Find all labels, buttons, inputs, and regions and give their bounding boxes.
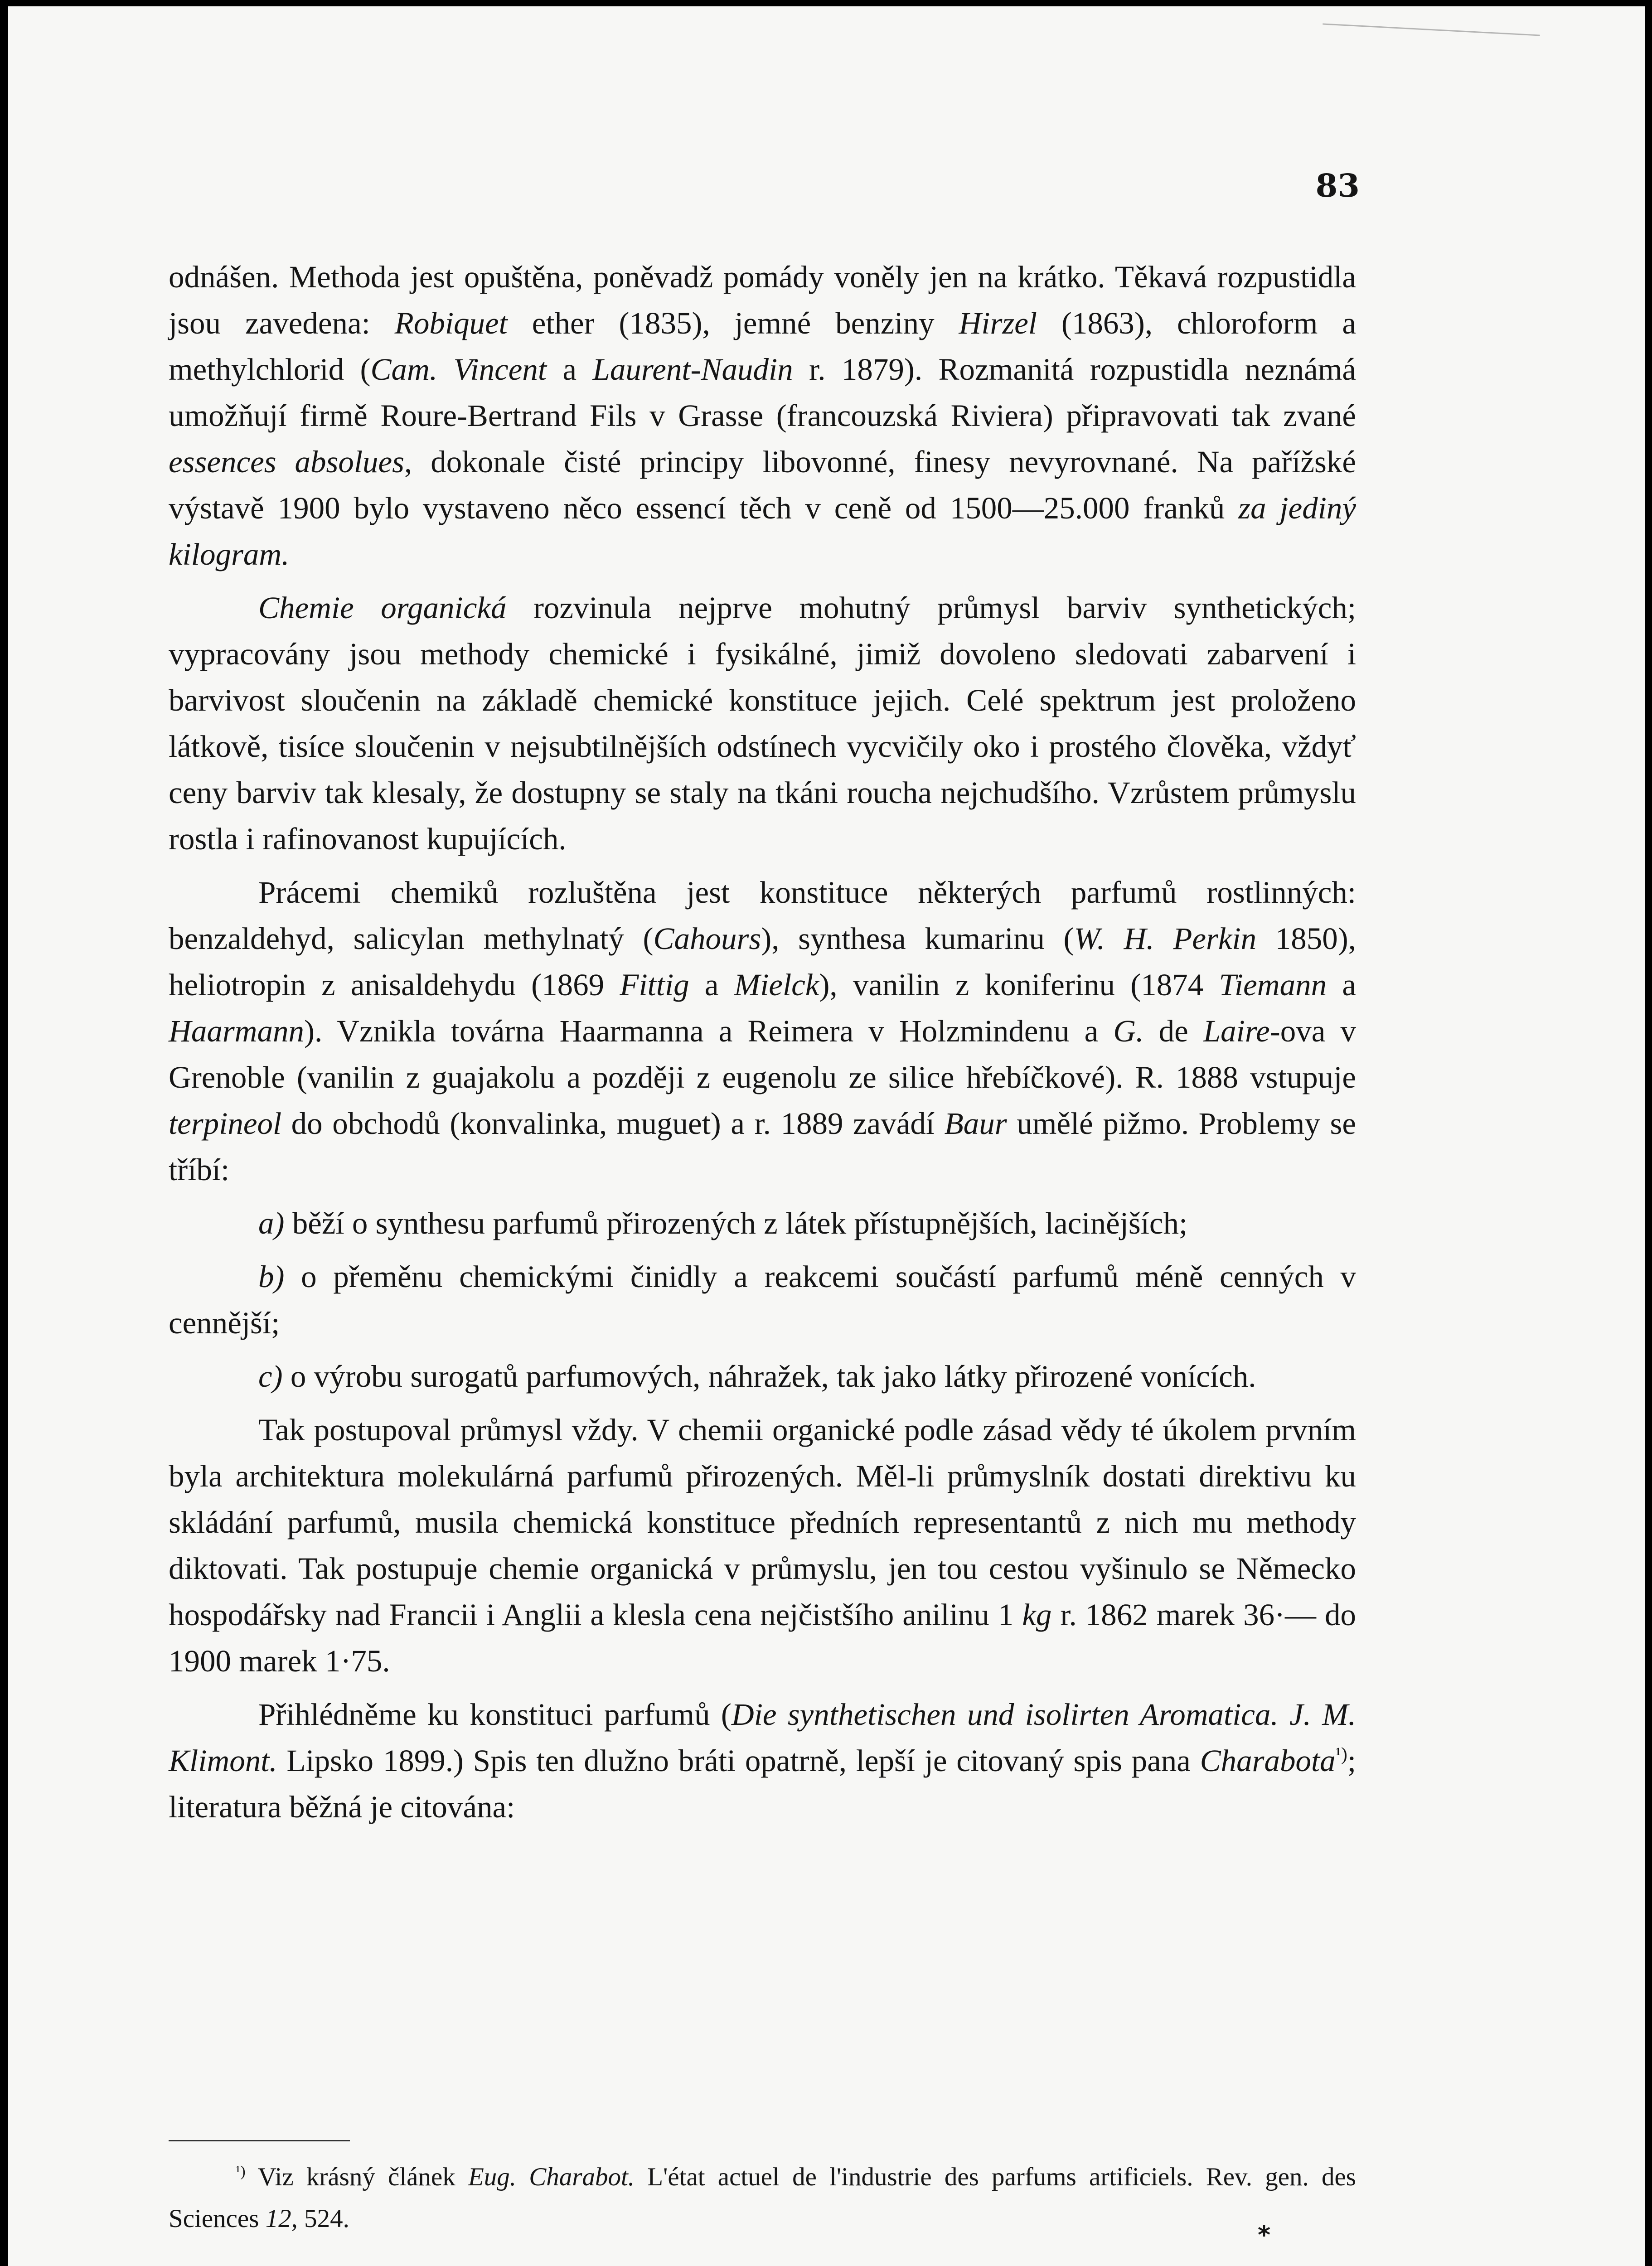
- list-item-c: [169, 1353, 1356, 1399]
- paragraph-2: [169, 585, 1356, 862]
- italic-run: essences absolues: [169, 445, 405, 479]
- footnote-marker: ¹): [1335, 1743, 1347, 1764]
- text-run: a: [547, 352, 593, 387]
- text-run: a: [689, 968, 734, 1002]
- scan-artifact: [1323, 23, 1540, 36]
- paragraph-3: [169, 869, 1356, 1193]
- text-run: r. 1862 marek 36·— do 1900 marek 1·75.: [169, 1598, 1356, 1678]
- text-run: ). Vznikla továrna Haarmanna a Reimera v Holzmindenu a: [304, 1014, 1114, 1048]
- text-run: umělé pižmo. Problemy se tříbí:: [169, 1106, 1356, 1187]
- list-item-b: [169, 1254, 1356, 1346]
- text-run: L'état actuel de l'industrie des parfums artificiels. Rev. gen. des Sciences: [169, 2163, 1356, 2233]
- text-run: Viz krásný článek: [245, 2163, 468, 2191]
- italic-run: za jediný kilogram.: [169, 491, 1356, 571]
- footnote-marker: ¹): [236, 2163, 246, 2180]
- text-run: , 524.: [291, 2204, 349, 2233]
- text-run: , dokonale čisté principy libovonné, finesy nevyrovnané. Na pařížské výstavě 1900 bylo vystaveno něco essencí těch v ceně od 1500—25.000 franků: [169, 445, 1356, 525]
- text-run: a: [1327, 968, 1356, 1002]
- italic-run: Fittig: [620, 968, 689, 1002]
- text-run: Přihlédněme ku konstituci parfumů (: [258, 1697, 732, 1732]
- italic-run: b): [258, 1259, 285, 1294]
- text-run: o výrobu surogatů parfumových, náhražek, tak jako látky přirozené vonících.: [282, 1359, 1256, 1394]
- paragraph-1: [169, 254, 1356, 577]
- footnote: [169, 2156, 1356, 2240]
- italic-run: Eug. Charabot.: [468, 2163, 635, 2191]
- text-run: odnášen. Methoda jest opuštěna, poněvadž pomády voněly jen na krátko. Těkavá rozpustidla jsou zavedena:: [169, 260, 1356, 340]
- page-number: 83: [1315, 167, 1360, 204]
- text-run: Lipsko 1899.) Spis ten dlužno bráti opatrně, lepší je citovaný spis pana: [277, 1743, 1200, 1778]
- italic-run: Die synthetischen und isolirten Aromatica. J. M. Klimont.: [169, 1697, 1356, 1778]
- list-item-a: [169, 1200, 1356, 1246]
- italic-run: W. H. Perkin: [1074, 921, 1257, 956]
- italic-run: Baur: [944, 1106, 1007, 1141]
- italic-run: terpineol: [169, 1106, 282, 1141]
- text-run: ; literatura běžná je citována:: [169, 1743, 1356, 1824]
- body-text: [169, 254, 1356, 1837]
- text-run: Tak postupoval průmysl vždy. V chemii organické podle zásad vědy té úkolem prvním byla architektura molekulárná parfumů přirozených. Měl-li průmyslník dostati direktivu ku skládání parfumů, musila chemická konstituce předních representantů z nich mu methody diktovati. Tak postupuje chemie organická v průmyslu, jen tou cestou vyšinulo se Německo hospodářsky nad Francii i Anglii a klesla cena nejčistšího anilinu 1: [169, 1413, 1356, 1632]
- italic-run: Laire: [1203, 1014, 1270, 1048]
- italic-run: Cahours: [653, 921, 761, 956]
- text-run: r. 1879). Rozmanitá rozpustidla neznámá umožňují firmě Roure-Bertrand Fils v Grasse (francouzská Riviera) připravovati tak zvané: [169, 352, 1356, 433]
- italic-run: Robiquet: [394, 306, 508, 340]
- text-run: ether (1835), jemné benziny: [507, 306, 959, 340]
- text-run: rozvinula nejprve mohutný průmysl barviv synthetických; vypracovány jsou methody chemické i fysikálné, jimiž dovoleno sledovati zabarvení i barvivost sloučenin na základě chemické konstituce jejich. Celé spektrum jest proloženo látkově, tisíce sloučenin v nejsubtilnějších odstínech vycvičily oko i prostého člověka, vždyť ceny barviv tak klesaly, že dostupny se staly na tkáni roucha nejchudšího. Vzrůstem průmyslu rostla i rafinovanost kupujících.: [169, 591, 1356, 856]
- text-run: Prácemi chemiků rozluštěna jest konstituce některých parfumů rostlinných: benzaldehyd, salicylan methylnatý (: [169, 875, 1356, 956]
- footnote-divider: [169, 2140, 350, 2141]
- italic-run: Cam. Vincent: [370, 352, 547, 387]
- text-run: o přeměnu chemickými činidly a reakcemi součástí parfumů méně cenných v cennější;: [169, 1259, 1356, 1340]
- text-run: běží o synthesu parfumů přirozených z látek přístupnějších, lacinějších;: [284, 1206, 1188, 1240]
- text-run: -ova v Grenoble (vanilin z guajakolu a později z eugenolu ze silice hřebíčkové). R. 1888 vstupuje: [169, 1014, 1356, 1094]
- text-run: de: [1143, 1014, 1203, 1048]
- italic-run: kg: [1022, 1598, 1052, 1632]
- italic-run: a): [258, 1206, 285, 1240]
- italic-run: Haarmann: [169, 1014, 305, 1048]
- text-run: ), synthesa kumarinu (: [761, 921, 1074, 956]
- italic-run: Laurent-Naudin: [592, 352, 793, 387]
- text-run: do obchodů (konvalinka, muguet) a r. 1889 zavádí: [281, 1106, 945, 1141]
- italic-run: Mielck: [734, 968, 819, 1002]
- italic-run: Charabota: [1200, 1743, 1336, 1778]
- italic-run: Tiemann: [1219, 968, 1327, 1002]
- paragraph-5: [169, 1691, 1356, 1830]
- text-run: (1863), chloroform a methylchlorid (: [169, 306, 1356, 387]
- italic-run: G.: [1113, 1014, 1144, 1048]
- text-run: ), vanilin z koniferinu (1874: [819, 968, 1219, 1002]
- italic-run: Chemie organická: [258, 591, 507, 625]
- paragraph-4: [169, 1407, 1356, 1684]
- signature-mark: *: [1258, 2221, 1271, 2249]
- italic-run: 12: [265, 2204, 291, 2233]
- italic-run: c): [258, 1359, 283, 1394]
- text-run: 1850), heliotropin z anisaldehydu (1869: [169, 921, 1356, 1002]
- italic-run: Hirzel: [959, 306, 1037, 340]
